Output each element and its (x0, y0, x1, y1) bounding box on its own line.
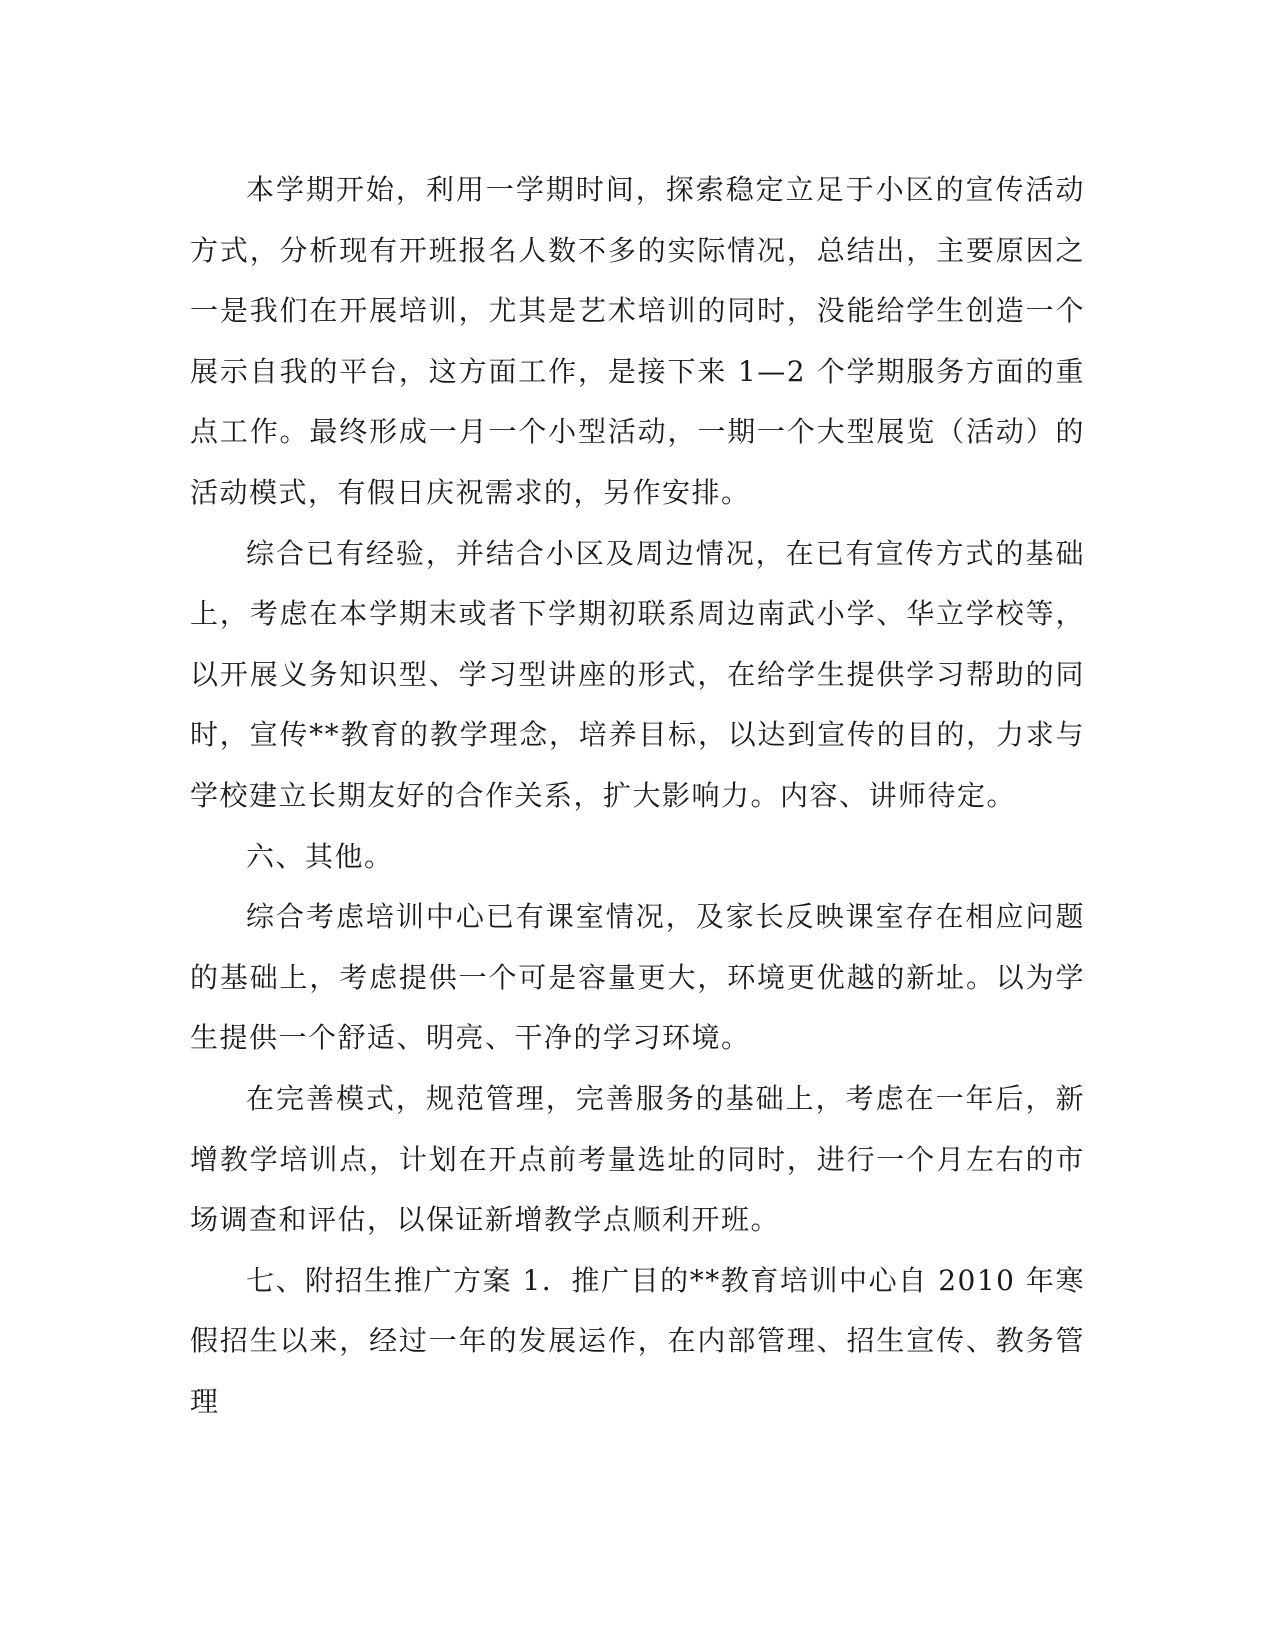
paragraph-lectures: 综合已有经验，并结合小区及周边情况，在已有宣传方式的基础上，考虑在本学期末或者下学期初联系周边南武小学、华立学校等，以开展义务知识型、学习型讲座的形式，在给学生提供学习帮助的同时，宣传**教育的教学理念，培养目标，以达到宣传的目的，力求与学校建立长期友好的合作关系，扩大影响力。内容、讲师待定。 (190, 536, 1085, 812)
paragraph-promotion-plan: 七、附招生推广方案 1．推广目的**教育培训中心自 2010 年寒假招生以来，经过一年的发展运作，在内部管理、招生宣传、教务管理 (190, 1263, 1085, 1418)
paragraph-new-site: 在完善模式，规范管理，完善服务的基础上，考虑在一年后，新增教学培训点，计划在开点前考量选址的同时，进行一个月左右的市场调查和评估，以保证新增教学点顺利开班。 (190, 1081, 1085, 1237)
paragraph-activities: 本学期开始，利用一学期时间，探索稳定立足于小区的宣传活动方式，分析现有开班报名人数不多的实际情况，总结出，主要原因之一是我们在开展培训，尤其是艺术培训的同时，没能给学生创造一个展示自我的平台，这方面工作，是接下来 1—2 个学期服务方面的重点工作。最终形成一月一个小型活动，一期一个大型展览（活动）的活动模式，有假日庆祝需求的，另作安排。 (190, 173, 1085, 509)
heading-other: 六、其他。 (246, 839, 394, 873)
paragraph-classroom: 综合考虑培训中心已有课室情况，及家长反映课室存在相应问题的基础上，考虑提供一个可是容量更大，环境更优越的新址。以为学生提供一个舒适、明亮、干净的学习环境。 (190, 900, 1085, 1055)
document-body (190, 160, 1085, 1432)
